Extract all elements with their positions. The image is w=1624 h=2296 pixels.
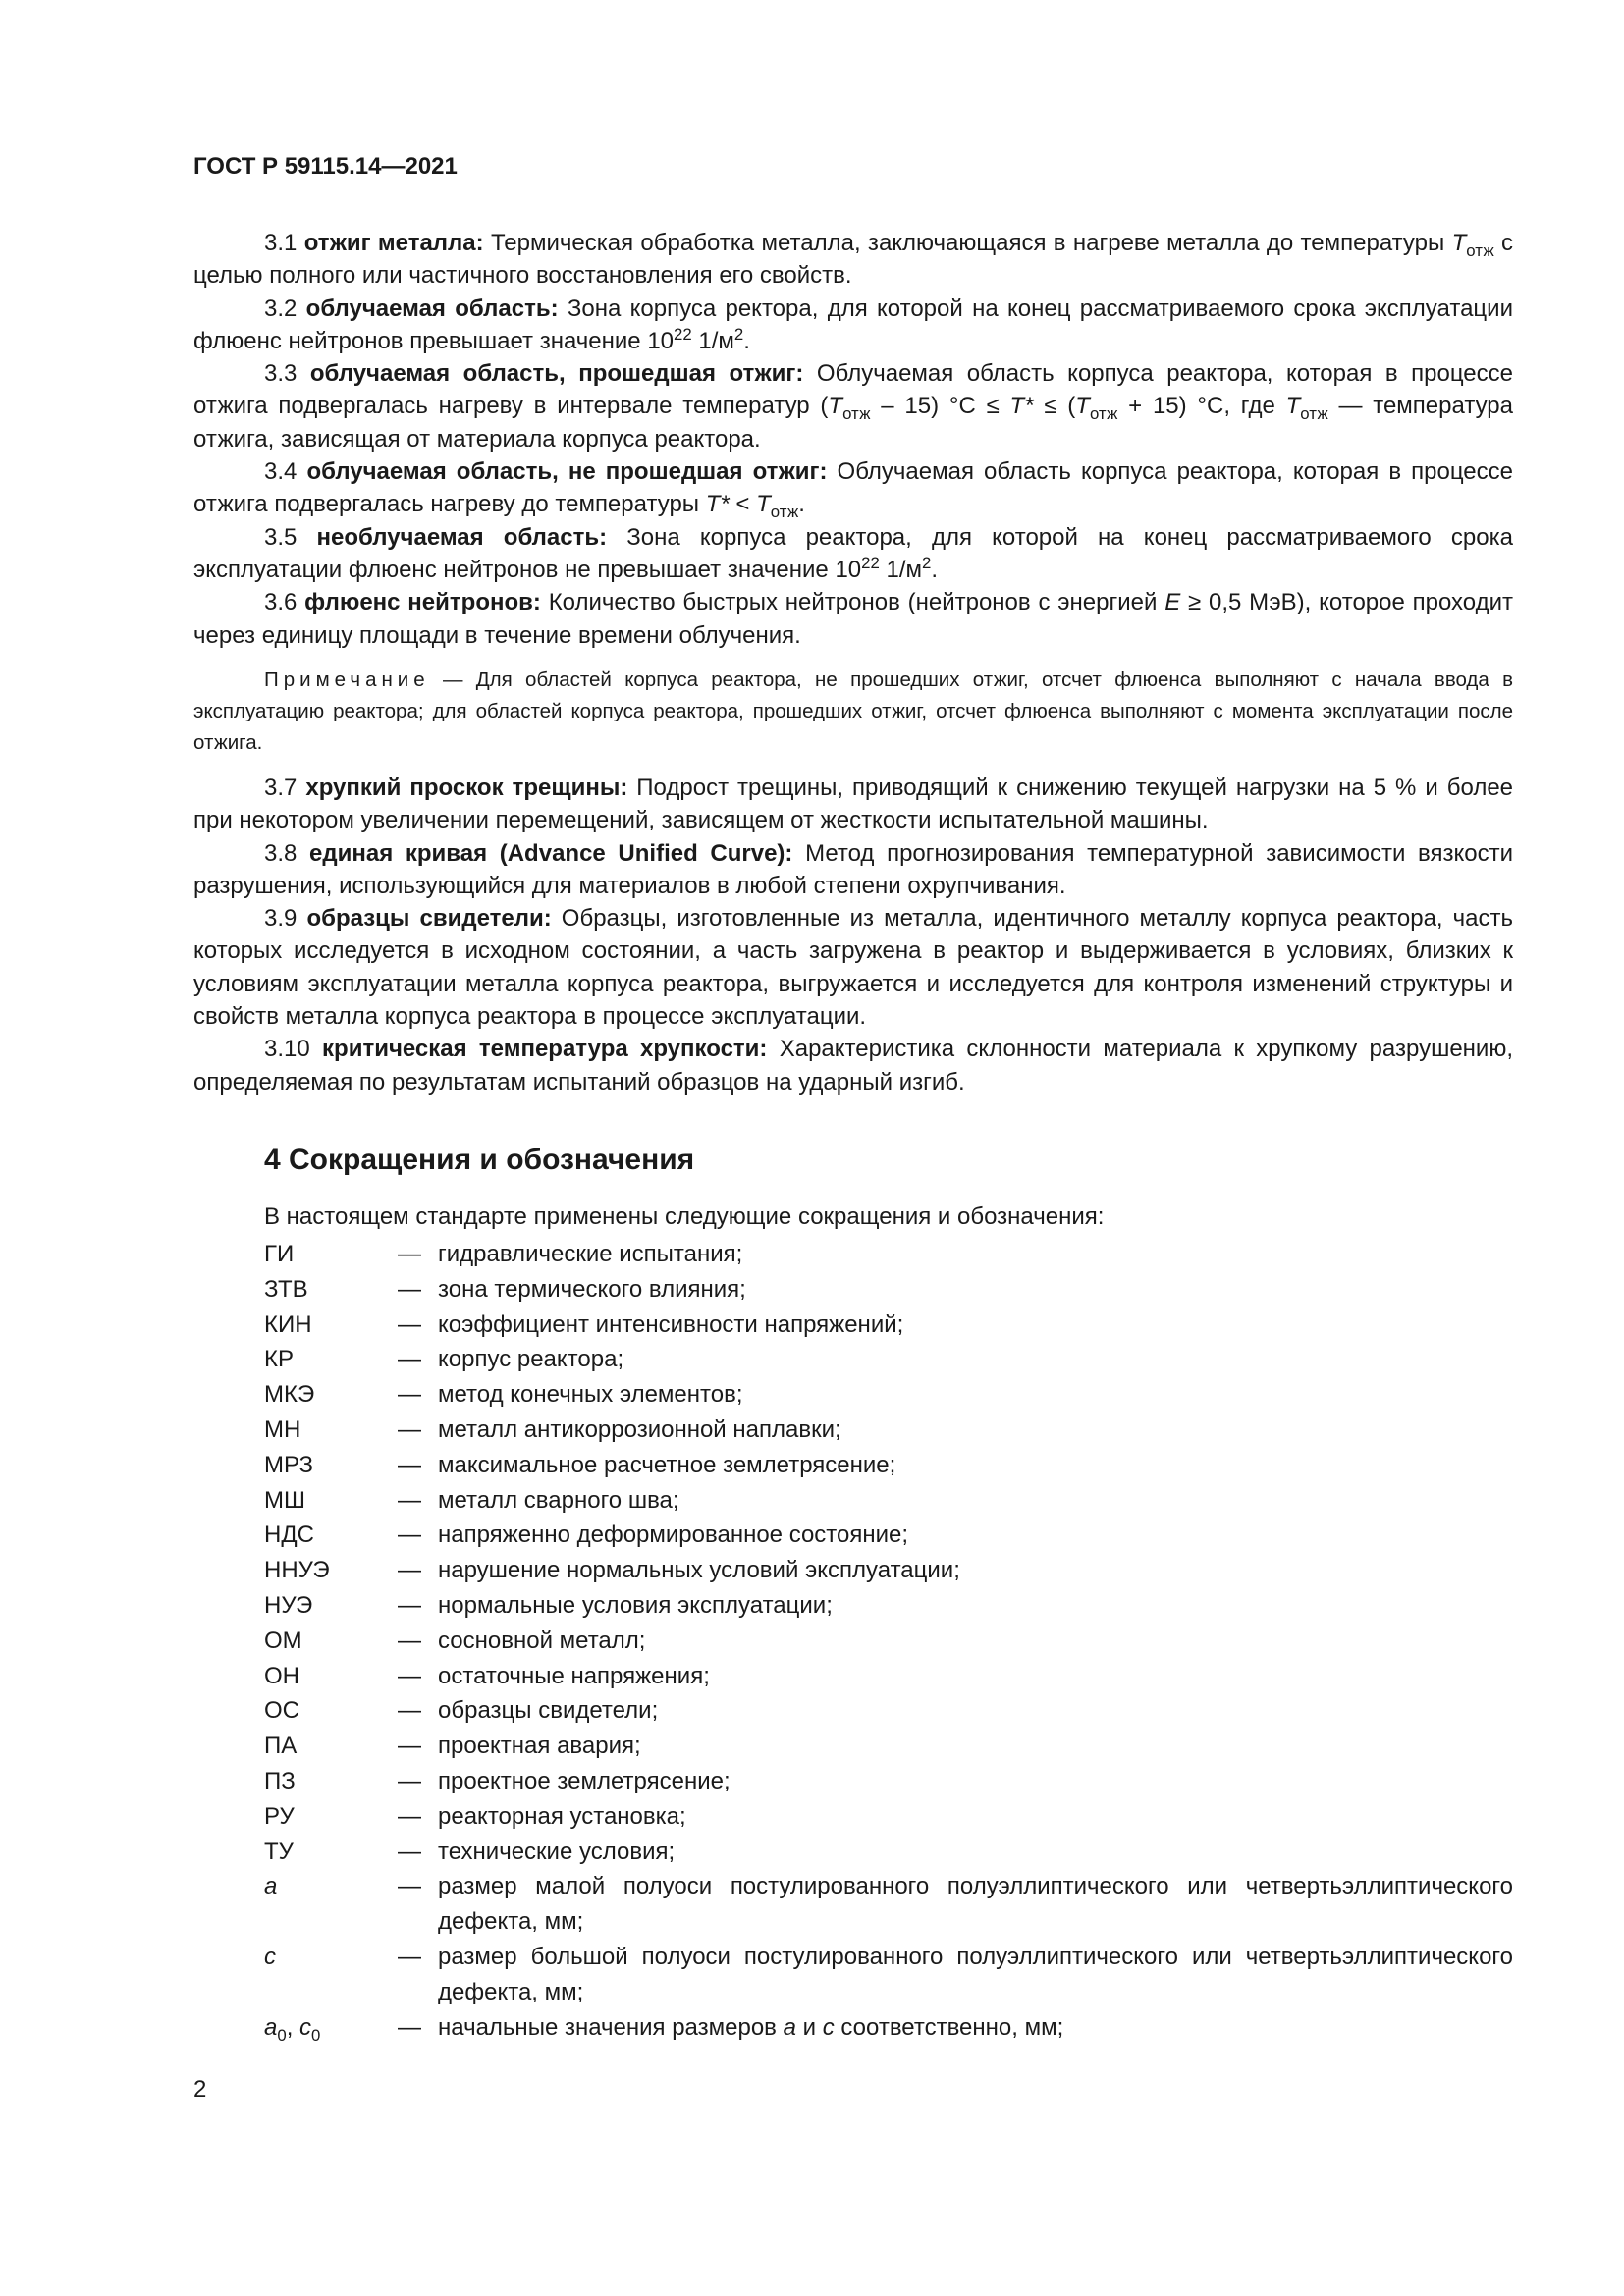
abbreviation	[264, 1588, 398, 1624]
dash: —	[398, 1943, 421, 1970]
abbreviation-row	[264, 1869, 1513, 1940]
text-run: нормальные условия эксплуатации;	[438, 1591, 833, 1619]
abbreviation-row	[264, 1799, 1513, 1835]
text-run: 3.4	[264, 458, 307, 486]
term-name: хрупкий проскок трещины:	[305, 774, 628, 801]
text-run: корпус реактора;	[438, 1346, 624, 1373]
text-run: КР	[264, 1346, 294, 1373]
text-run: ОН	[264, 1662, 299, 1689]
text-run: Подрост трещины, приводящий к снижению текущей нагрузки на 5 % и более при некотором увеличении перемещений, зависящем от жесткости испытательной машины.	[193, 774, 1514, 834]
abbreviation	[264, 1624, 398, 1659]
abbreviation	[264, 1869, 398, 1940]
symbol: T	[828, 393, 843, 420]
abbreviation	[264, 1835, 398, 1870]
abbreviation-row	[264, 1413, 1513, 1448]
definition-paragraph	[193, 902, 1513, 1033]
abbreviation-description	[438, 1342, 1513, 1377]
text-run: 3.10	[264, 1036, 323, 1063]
text-run: .	[743, 327, 750, 354]
abbreviation-row	[264, 1553, 1513, 1588]
superscript: 2	[922, 553, 932, 572]
text-run: ОМ	[264, 1627, 302, 1654]
abbreviation-description	[438, 1553, 1513, 1588]
definition-paragraph	[193, 1033, 1513, 1098]
dash: —	[398, 1486, 421, 1514]
text-run: Образцы, изготовленные из металла, идентичного металлу корпуса реактора, часть которых исследуется в исходном состоянии, а часть загружена в реактор и выдерживается в условиях, близких к условиям эксплуатации металла корпуса реактора, выгружается и исследуется для контроля изменений структуры и свойств металла корпуса реактора в процессе эксплуатации.	[193, 905, 1514, 1031]
abbreviation-row	[264, 1693, 1513, 1729]
text-run: Характеристика склонности материала к хрупкому разрушению, определяемая по результатам испытаний образцов на ударный изгиб.	[193, 1036, 1513, 1095]
superscript: 2	[733, 324, 744, 344]
text-run: размер малой полуоси постулированного полуэллиптического или четвертьэллиптического дефекта, мм;	[438, 1873, 1513, 1936]
definition-paragraph	[193, 772, 1513, 837]
definition-paragraph	[193, 455, 1513, 521]
dash: —	[398, 1557, 421, 1584]
symbol: T*	[705, 491, 730, 518]
abbreviation-row	[264, 1624, 1513, 1659]
text-run: ≤ (	[1033, 393, 1076, 420]
symbol: a	[783, 2013, 796, 2041]
term-name: необлучаемая область:	[316, 523, 608, 551]
text-run: ПА	[264, 1733, 298, 1760]
text-run: .	[931, 556, 939, 583]
text-run: ≥ 0,5 МэВ), которое проходит через единицу площади в течение времени облучения.	[193, 589, 1514, 649]
dash: —	[398, 1662, 421, 1689]
abbreviation-row	[264, 1764, 1513, 1799]
text-run: .	[798, 491, 805, 518]
text-run: МШ	[264, 1486, 305, 1514]
abbreviation-row	[264, 1342, 1513, 1377]
abbreviation-description	[438, 1693, 1513, 1729]
text-run: метод конечных элементов;	[438, 1381, 743, 1409]
term-name: образцы свидетели:	[306, 905, 552, 933]
dash: —	[398, 1591, 421, 1619]
term-name: облучаемая область:	[305, 294, 559, 322]
text-run: 3.2	[264, 294, 306, 322]
abbreviation-description	[438, 1413, 1513, 1448]
dash: —	[398, 1838, 421, 1865]
abbreviation-row	[264, 1940, 1513, 2010]
text-run: сосновной металл;	[438, 1627, 646, 1654]
abbreviation-row	[264, 1377, 1513, 1413]
term-name: флюенс нейтронов:	[304, 589, 541, 616]
text-run: максимальное расчетное землетрясение;	[438, 1451, 896, 1478]
abbreviation-row	[264, 1659, 1513, 1694]
abbreviation-description	[438, 1518, 1513, 1553]
text-run: МН	[264, 1415, 301, 1443]
definition-paragraph	[193, 293, 1513, 358]
abbreviation-row	[264, 1518, 1513, 1553]
abbreviation-row	[264, 1237, 1513, 1272]
abbreviation-description	[438, 1308, 1513, 1343]
text-run: 3.5	[264, 523, 317, 551]
abbreviation-row	[264, 1272, 1513, 1308]
abbreviation-description	[438, 1483, 1513, 1519]
symbol: c	[264, 1943, 276, 1970]
symbol: c	[822, 2013, 835, 2041]
subscript: 0	[277, 2025, 287, 2045]
dash: —	[398, 1381, 421, 1409]
text-run: соответственно, мм;	[834, 2013, 1064, 2041]
text-run: ОС	[264, 1697, 299, 1725]
dash: —	[398, 1241, 421, 1267]
abbreviation	[264, 1272, 398, 1308]
abbreviation	[264, 1659, 398, 1694]
definition-paragraph	[193, 521, 1513, 587]
text-run: реакторная установка;	[438, 1802, 686, 1830]
text-run: Облучаемая область корпуса реактора, которая в процессе отжига подвергалась нагреву в интервале температур (	[193, 360, 1514, 420]
symbol: T*	[1009, 393, 1034, 420]
text-run: технические условия;	[438, 1838, 676, 1865]
definition-paragraph	[193, 837, 1513, 903]
abbreviation	[264, 1448, 398, 1483]
text-run: начальные значения размеров	[438, 2013, 784, 2041]
text-run: Зона корпуса реактора, для которой на конец рассматриваемого срока эксплуатации флюенс нейтронов не превышает значение 10	[193, 523, 1514, 583]
text-run: 3.9	[264, 905, 307, 933]
text-run: ,	[286, 2013, 300, 2041]
note	[193, 665, 1513, 759]
abbreviation	[264, 2010, 398, 2046]
dash: —	[398, 1451, 421, 1478]
abbreviation	[264, 1729, 398, 1764]
dash: —	[398, 1733, 421, 1760]
text-run: 1/м	[691, 327, 734, 354]
abbreviation-row	[264, 1483, 1513, 1519]
text-run: и	[795, 2013, 823, 2041]
abbreviation-description	[438, 1799, 1513, 1835]
dash: —	[398, 1275, 421, 1303]
dash: —	[398, 1346, 421, 1373]
subscript: отж	[1466, 240, 1494, 260]
text-run: ТУ	[264, 1838, 294, 1865]
abbreviation-description	[438, 1237, 1513, 1272]
subscript: отж	[1089, 404, 1118, 424]
symbol: T	[756, 491, 771, 518]
symbol: a	[264, 1873, 278, 1900]
definition-paragraph	[193, 227, 1513, 293]
term-name: облучаемая область, не прошедшая отжиг:	[306, 458, 828, 486]
abbreviation	[264, 1413, 398, 1448]
abbreviation-description	[438, 1377, 1513, 1413]
note-label: Примечание	[264, 668, 430, 691]
text-run: 3.8	[264, 839, 310, 867]
dash: —	[398, 1627, 421, 1654]
text-run: МКЭ	[264, 1381, 315, 1409]
text-run: — температура отжига, зависящая от материала корпуса реактора.	[193, 393, 1514, 453]
subscript: 0	[311, 2025, 321, 2045]
superscript: 22	[674, 324, 692, 344]
abbreviations-list	[264, 1237, 1513, 2045]
abbreviation	[264, 1799, 398, 1835]
abbreviation	[264, 1940, 398, 2010]
text-run: 3.1	[264, 230, 304, 256]
abbreviation-description	[438, 1835, 1513, 1870]
section-4-intro: В настоящем стандарте применены следующие сокращения и обозначения:	[264, 1203, 1105, 1230]
subscript: отж	[770, 503, 799, 522]
abbreviation-row	[264, 1448, 1513, 1483]
abbreviation	[264, 1693, 398, 1729]
text-run: РУ	[264, 1802, 295, 1830]
abbreviation-description	[438, 1940, 1513, 2010]
text-run: НУЭ	[264, 1591, 313, 1619]
abbreviation	[264, 1483, 398, 1519]
text-run: Метод прогнозирования температурной зависимости вязкости разрушения, использующийся для материалов в любой степени охрупчивания.	[193, 839, 1514, 899]
symbol: c	[299, 2013, 312, 2041]
term-name: критическая температура хрупкости:	[322, 1036, 768, 1063]
text-run: 3.3	[264, 360, 310, 388]
text-run: ЗТВ	[264, 1275, 308, 1303]
abbreviation-description	[438, 1659, 1513, 1694]
text-run: металл антикоррозионной наплавки;	[438, 1415, 841, 1443]
text-run: проектная авария;	[438, 1733, 641, 1760]
definition-paragraph	[193, 586, 1513, 652]
text-run: образцы свидетели;	[438, 1697, 659, 1725]
text-run: 3.6	[264, 589, 305, 616]
text-run: проектное землетрясение;	[438, 1767, 731, 1794]
abbreviation	[264, 1342, 398, 1377]
dash: —	[398, 1873, 421, 1900]
note-text: — Для областей корпуса реактора, не прошедших отжиг, отсчет флюенса выполняют с начала ввода в эксплуатацию реактора; для областей корпуса реактора, прошедших отжиг, отсчет флюенса выполняют с момента эксплуатации после отжига.	[193, 668, 1513, 754]
section-4-heading: 4 Сокращения и обозначения	[264, 1144, 695, 1176]
definition-paragraph	[193, 357, 1513, 455]
symbol: E	[1164, 589, 1181, 616]
text-run: Облучаемая область корпуса реактора, которая в процессе отжига подвергалась нагреву до температуры	[193, 458, 1513, 518]
abbreviation-row	[264, 1308, 1513, 1343]
text-run: напряженно деформированное состояние;	[438, 1522, 909, 1549]
text-run: нарушение нормальных условий эксплуатации;	[438, 1557, 960, 1584]
dash: —	[398, 1310, 421, 1338]
abbreviation	[264, 1308, 398, 1343]
dash: —	[398, 1415, 421, 1443]
abbreviation-description	[438, 1729, 1513, 1764]
text-run: зона термического влияния;	[438, 1275, 746, 1303]
text-run: Зона корпуса ректора, для которой на конец рассматриваемого срока эксплуатации флюенс нейтронов превышает значение 10	[193, 294, 1513, 354]
superscript: 22	[861, 553, 880, 572]
abbreviation-row	[264, 2010, 1513, 2046]
text-run: НДС	[264, 1522, 314, 1549]
abbreviation-description	[438, 1764, 1513, 1799]
text-run: КИН	[264, 1310, 312, 1338]
text-run: МРЗ	[264, 1451, 313, 1478]
dash: —	[398, 2013, 421, 2041]
dash: —	[398, 1697, 421, 1725]
document-header: ГОСТ Р 59115.14—2021	[193, 153, 458, 180]
symbol: T	[1451, 230, 1467, 256]
abbreviation-description	[438, 1624, 1513, 1659]
abbreviation-row	[264, 1729, 1513, 1764]
text-run: гидравлические испытания;	[438, 1241, 743, 1267]
dash: —	[398, 1767, 421, 1794]
dash: —	[398, 1522, 421, 1549]
abbreviation-description	[438, 1272, 1513, 1308]
abbreviation	[264, 1237, 398, 1272]
text-run: 3.7	[264, 774, 306, 801]
text-run: <	[729, 491, 757, 518]
text-run: ГИ	[264, 1241, 295, 1267]
text-run: с целью полного или частичного восстановления его свойств.	[193, 230, 1513, 290]
subscript: отж	[1300, 404, 1328, 424]
abbreviation	[264, 1553, 398, 1588]
text-run: Количество быстрых нейтронов (нейтронов с энергией	[540, 589, 1165, 616]
abbreviation-row	[264, 1588, 1513, 1624]
text-run: ПЗ	[264, 1767, 296, 1794]
abbreviation-description	[438, 1448, 1513, 1483]
abbreviation-description	[438, 1588, 1513, 1624]
text-run: остаточные напряжения;	[438, 1662, 710, 1689]
text-run: + 15) °С, где	[1117, 393, 1286, 420]
dash: —	[398, 1802, 421, 1830]
note-paragraph	[193, 665, 1513, 759]
subscript: отж	[842, 404, 871, 424]
term-name: облучаемая область, прошедшая отжиг:	[309, 360, 804, 388]
definitions-3-1-to-3-6	[193, 227, 1513, 652]
symbol: T	[1075, 393, 1090, 420]
abbreviation-description	[438, 2010, 1513, 2046]
abbreviation	[264, 1377, 398, 1413]
abbreviation	[264, 1764, 398, 1799]
text-run: Термическая обработка металла, заключающаяся в нагреве металла до температуры	[483, 230, 1452, 256]
text-run: коэффициент интенсивности напряжений;	[438, 1310, 904, 1338]
abbreviation-description	[438, 1869, 1513, 1940]
abbreviation-row	[264, 1835, 1513, 1870]
text-run: – 15) °С ≤	[870, 393, 1010, 420]
text-run: металл сварного шва;	[438, 1486, 679, 1514]
term-name: отжиг металла:	[303, 230, 484, 256]
term-name: единая кривая (Advance Unified Curve):	[309, 839, 793, 867]
symbol: a	[264, 2013, 278, 2041]
text-run: ННУЭ	[264, 1557, 330, 1584]
abbreviation	[264, 1518, 398, 1553]
definitions-3-7-to-3-10	[193, 772, 1513, 1098]
symbol: T	[1285, 393, 1301, 420]
text-run: размер большой полуоси постулированного полуэллиптического или четвертьэллиптического дефекта, мм;	[438, 1943, 1513, 2005]
page-number: 2	[193, 2076, 207, 2103]
text-run: 1/м	[879, 556, 923, 583]
